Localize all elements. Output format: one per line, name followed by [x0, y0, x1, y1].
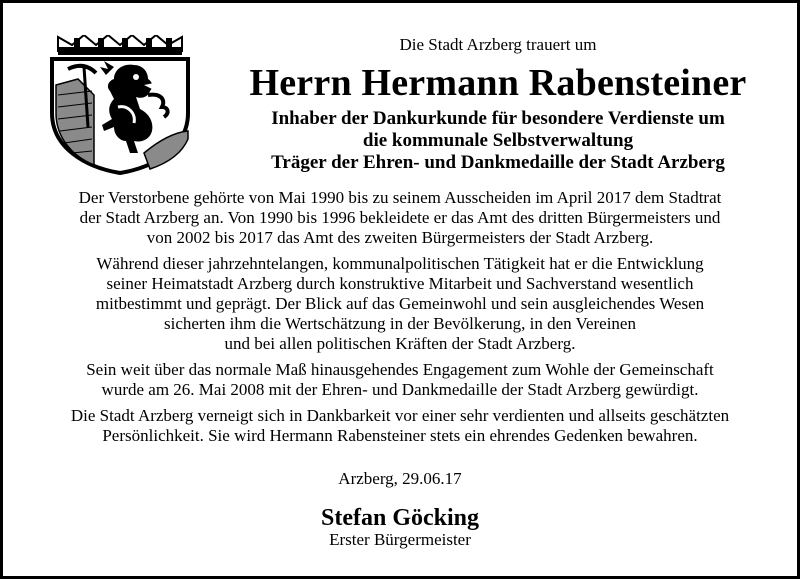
- text-line: Sein weit über das normale Maß hinausgehendes Engagement zum Wohle der Gemeinschaft: [86, 360, 714, 379]
- text-line: der Stadt Arzberg an. Von 1990 bis 1996 bekleidete er das Amt des dritten Bürgermeisters und: [79, 208, 721, 227]
- signer-title: Erster Bürgermeister: [329, 530, 471, 549]
- deceased-name: Herrn Hermann Rabensteiner: [249, 62, 747, 104]
- intro-line: Die Stadt Arzberg trauert um: [399, 35, 597, 54]
- text-line: mitbestimmt und geprägt. Der Blick auf das Gemeinwohl und sein ausgleichendes Wesen: [95, 294, 705, 313]
- text-line: Der Verstorbene gehörte von Mai 1990 bis zu seinem Ausscheiden im April 2017 dem Stadtrat: [78, 188, 722, 207]
- place-date: Arzberg, 29.06.17: [338, 469, 462, 488]
- honors-block: [196, 108, 800, 174]
- text-line: wurde am 26. Mai 2008 mit der Ehren- und Dankmedaille der Stadt Arzberg gewürdigt.: [101, 380, 699, 399]
- signer-name: Stefan Göcking: [320, 505, 479, 531]
- text-line: seiner Heimatstadt Arzberg durch konstruktive Mitarbeit und Sachverstand wesentlich: [106, 274, 694, 293]
- honor-line: Träger der Ehren- und Dankmedaille der Stadt Arzberg: [271, 152, 725, 173]
- paragraph-engagement: [10, 360, 790, 400]
- honor-line: Inhaber der Dankurkunde für besondere Verdienste um: [271, 108, 725, 129]
- text-line: von 2002 bis 2017 das Amt des zweiten Bürgermeisters der Stadt Arzberg.: [146, 228, 654, 247]
- paragraph-activity: [10, 254, 790, 354]
- text-line: sicherten ihm die Wertschätzung in der Bevölkerung, in den Vereinen: [164, 314, 636, 333]
- coat-of-arms-icon: [44, 35, 196, 175]
- text-line: Während dieser jahrzehntelangen, kommunalpolitischen Tätigkeit hat er die Entwicklung: [96, 254, 704, 273]
- obituary-body: [10, 188, 790, 452]
- honor-line: die kommunale Selbstverwaltung: [362, 130, 634, 151]
- paragraph-gratitude: [10, 406, 790, 446]
- paragraph-career: [10, 188, 790, 248]
- text-line: Die Stadt Arzberg verneigt sich in Dankbarkeit vor einer sehr verdienten und allseits geschätzten: [70, 406, 730, 425]
- text-line: Persönlichkeit. Sie wird Hermann Rabensteiner stets ein ehrendes Gedenken bewahren.: [102, 426, 698, 445]
- crown-icon: [58, 35, 182, 55]
- text-line: und bei allen politischen Kräften der Stadt Arzberg.: [224, 334, 576, 353]
